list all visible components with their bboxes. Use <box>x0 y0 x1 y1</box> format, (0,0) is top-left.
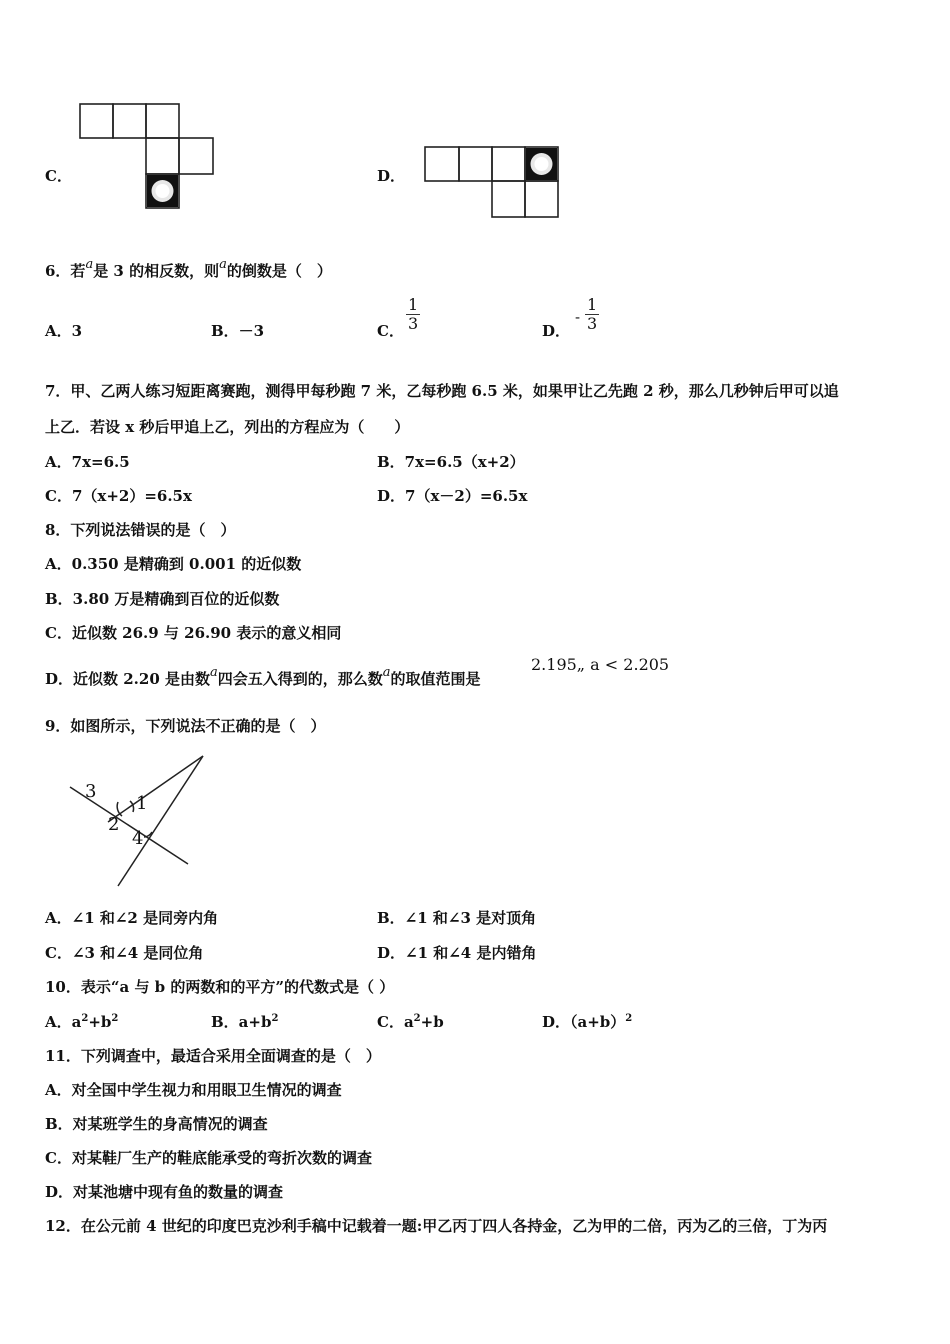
q5-option-d-label: D． <box>377 167 406 185</box>
q8-stem: 8．下列说法错误的是（ ） <box>45 521 236 539</box>
q9-label-3: 3 <box>85 781 97 802</box>
q9-label-4: 4 <box>132 828 144 849</box>
q9-option-c: C．∠3 和∠4 是同位角 <box>45 944 204 962</box>
q11-option-a: A．对全国中学生视力和用眼卫生情况的调查 <box>45 1081 342 1099</box>
q11-stem: 11．下列调查中，最适合采用全面调查的是（ ） <box>45 1047 381 1065</box>
q6-stem: 6．若a是 3 的相反数，则a的倒数是（ ） <box>45 257 332 280</box>
q9-option-d: D．∠1 和∠4 是内错角 <box>377 944 537 962</box>
q11-option-c: C．对某鞋厂生产的鞋底能承受的弯折次数的调查 <box>45 1149 372 1167</box>
q8-option-b: B．3.80 万是精确到百位的近似数 <box>45 590 280 608</box>
q10-stem: 10．表示“a 与 b 的两数和的平方”的代数式是（ ） <box>45 978 395 996</box>
q9-label-2: 2 <box>108 814 120 835</box>
q6-option-b: B．－3 <box>211 322 265 340</box>
q5-option-c-label: C． <box>45 167 72 185</box>
q12-stem: 12．在公元前 4 世纪的印度巴克沙利手稿中记载着一题:甲乙丙丁四人各持金，乙为甲的二倍，丙为乙的三倍，丁为丙 <box>45 1217 828 1235</box>
q6-option-a: A．3 <box>45 322 83 340</box>
q7-stem-line2: 上乙．若设 x 秒后甲追上乙，列出的方程应为（ ） <box>45 418 410 436</box>
q9-angle-figure <box>60 752 220 894</box>
q6-option-d-label: D． <box>542 322 571 340</box>
q10-option-c: C．$a^2+b$ <box>377 1013 444 1031</box>
q9-stem: 9．如图所示，下列说法不正确的是（ ） <box>45 717 326 735</box>
q7-option-d: D．7（x－2）=6.5x <box>377 487 528 505</box>
q8-option-a: A．0.350 是精确到 0.001 的近似数 <box>45 555 302 573</box>
q8-option-d: D．近似数 2.20 是由数a四会五入得到的，那么数a的取值范围是 <box>45 665 481 688</box>
q8-option-c: C．近似数 26.9 与 26.90 表示的意义相同 <box>45 624 342 642</box>
q11-option-b: B．对某班学生的身高情况的调查 <box>45 1115 268 1133</box>
q10-option-d: D．$(a+b)^2$ <box>542 1013 633 1031</box>
q7-option-c: C．7（x+2）=6.5x <box>45 487 192 505</box>
q6-option-d-fraction: $\frac{1}{3}$ <box>587 295 598 333</box>
q10-option-b: B．$a+b^2$ <box>211 1013 279 1031</box>
q8-option-d-range: 2.195„ a < 2.205 <box>531 655 670 674</box>
q7-option-a: A．7x=6.5 <box>45 453 130 471</box>
q10-option-a: A．$a^2+b^2$ <box>45 1013 119 1031</box>
q9-option-b: B．∠1 和∠3 是对顶角 <box>377 909 537 927</box>
q6-option-c-label: C． <box>377 322 404 340</box>
q9-label-1: 1 <box>136 793 148 814</box>
q6-option-c-fraction: $\frac{1}{3}$ <box>408 295 419 333</box>
q9-option-a: A．∠1 和∠2 是同旁内角 <box>45 909 219 927</box>
q5-option-c-figure <box>78 102 218 212</box>
q11-option-d: D．对某池塘中现有鱼的数量的调查 <box>45 1183 284 1201</box>
q6-option-d-neg: - <box>575 308 581 326</box>
q7-option-b: B．7x=6.5（x+2） <box>377 453 525 471</box>
q7-stem-line1: 7．甲、乙两人练习短距离赛跑，测得甲每秒跑 7 米，乙每秒跑 6.5 米，如果甲让乙先跑 2 秒，那么几秒钟后甲可以追 <box>45 382 839 400</box>
q5-option-d-figure <box>423 145 563 220</box>
